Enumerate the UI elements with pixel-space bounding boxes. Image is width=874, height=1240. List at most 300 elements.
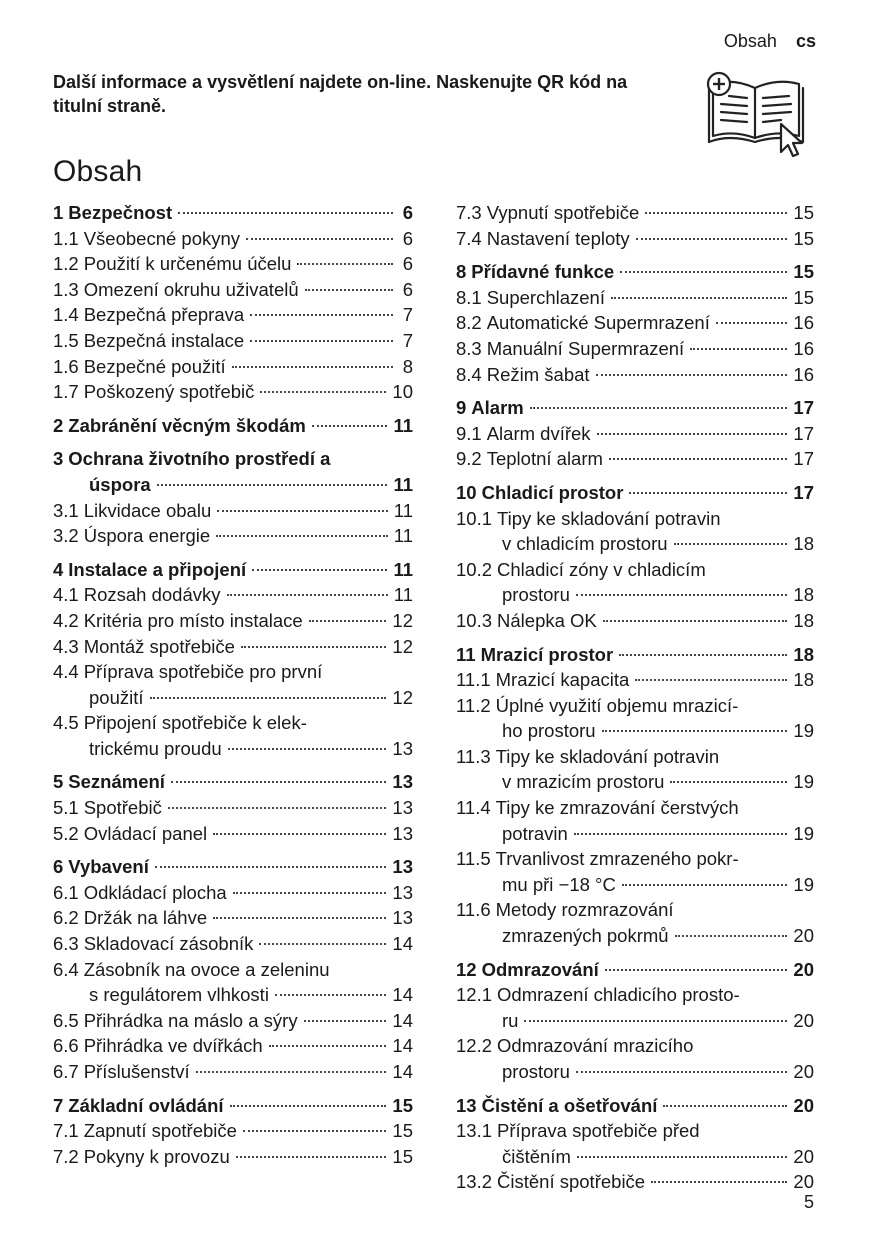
entry-page-number: 19 <box>793 720 814 742</box>
leader-dots <box>577 1156 788 1158</box>
entry-page-number: 6 <box>402 253 413 275</box>
entry-number: 6.2 <box>53 907 79 929</box>
entry-page-number: 19 <box>793 822 814 844</box>
entry-page-number: 18 <box>793 643 814 665</box>
entry-title: Tipy ke skladování potravin <box>495 745 720 767</box>
entry-title: Instalace a připojení <box>68 558 247 580</box>
subsection-line[interactable] <box>456 362 814 388</box>
entry-title: Alarm <box>471 397 524 419</box>
leader-dots <box>674 543 788 545</box>
subsection-line[interactable] <box>456 897 814 923</box>
leader-dots <box>259 943 386 945</box>
leader-dots <box>530 407 788 409</box>
entry-page-number: 10 <box>392 381 413 403</box>
entry-number: 8.1 <box>456 286 482 308</box>
leader-dots <box>597 433 788 435</box>
subsection-line[interactable] <box>53 710 413 736</box>
subsection-line[interactable] <box>53 498 413 524</box>
entry-title: Ovládací panel <box>83 822 208 844</box>
entry-number: 3.2 <box>53 525 79 547</box>
entry-page-number: 14 <box>392 933 413 955</box>
entry-page-number: 15 <box>793 227 814 249</box>
subsection-line[interactable] <box>456 846 814 872</box>
chapter-line[interactable] <box>53 854 413 880</box>
chapter-line[interactable] <box>456 395 814 421</box>
leader-dots <box>690 348 787 350</box>
subsection-line[interactable] <box>456 1169 814 1195</box>
subsection-line[interactable] <box>53 251 413 277</box>
header-language-code: cs <box>795 31 816 51</box>
running-header <box>724 31 816 52</box>
entry-title: Příslušenství <box>83 1061 190 1082</box>
chapter-line[interactable] <box>456 480 814 506</box>
entry-title: Čistění spotřebiče <box>497 1171 646 1193</box>
entry-title: Pokyny k provozu <box>83 1145 230 1167</box>
leader-dots <box>252 569 387 571</box>
toc-section <box>53 854 413 1084</box>
entry-page-number: 6 <box>402 227 413 249</box>
entry-number: 7.3 <box>456 202 482 223</box>
subsection-line[interactable] <box>53 821 413 847</box>
chapter-line[interactable] <box>53 413 413 439</box>
subsection-line[interactable] <box>456 557 814 583</box>
toc-section <box>53 1093 413 1170</box>
entry-page-number: 18 <box>793 609 814 631</box>
entry-number: 1.5 <box>53 329 79 351</box>
entry-title-continued: čištěním <box>502 1145 571 1167</box>
entry-page-number: 15 <box>793 286 814 308</box>
book-with-plus-and-cursor-icon <box>703 70 808 160</box>
entry-page-number: 16 <box>793 337 814 359</box>
entry-number: 6.1 <box>53 881 79 903</box>
entry-page-number: 16 <box>793 312 814 334</box>
subsection-line[interactable] <box>53 1008 413 1034</box>
entry-page-number: 8 <box>402 355 413 377</box>
leader-dots <box>275 994 386 996</box>
toc-column-right <box>456 200 814 1203</box>
entry-number: 1.7 <box>53 381 79 403</box>
entry-title-continued: mu při −18 °C <box>502 873 616 895</box>
toc-section <box>53 557 413 762</box>
entry-page-number: 6 <box>402 202 413 223</box>
toc-column-left <box>53 200 413 1177</box>
intro-text: Další informace a vysvětlení najdete on-line. Naskenujte QR kód na titulní straně. <box>53 72 628 116</box>
entry-number: 3 <box>53 448 64 470</box>
subsection-line-continued[interactable] <box>456 1008 814 1034</box>
entry-title-continued: zmrazených pokrmů <box>502 925 669 947</box>
subsection-line[interactable] <box>53 379 413 405</box>
leader-dots <box>636 238 788 240</box>
subsection-line[interactable] <box>53 328 413 354</box>
subsection-line[interactable] <box>53 1033 413 1059</box>
entry-title: Vybavení <box>68 856 149 878</box>
entry-number: 5.1 <box>53 797 79 819</box>
leader-dots <box>150 697 387 699</box>
subsection-line-continued[interactable] <box>456 769 814 795</box>
leader-dots <box>250 340 393 342</box>
entry-number: 4 <box>53 558 64 580</box>
entry-title: Mrazicí kapacita <box>495 669 630 691</box>
leader-dots <box>178 212 393 214</box>
entry-number: 7.2 <box>53 1145 79 1167</box>
entry-page-number: 7 <box>402 304 413 326</box>
entry-page-number: 12 <box>392 609 413 631</box>
leader-dots <box>609 458 788 460</box>
chapter-line[interactable] <box>53 769 413 795</box>
leader-dots <box>217 510 388 512</box>
subsection-line[interactable] <box>53 277 413 303</box>
entry-number: 10 <box>456 481 477 503</box>
entry-title: Příprava spotřebiče pro první <box>83 661 323 683</box>
entry-page-number: 12 <box>392 635 413 657</box>
subsection-line[interactable] <box>53 226 413 252</box>
entry-title: Tipy ke skladování potravin <box>497 507 721 529</box>
leader-dots <box>619 654 787 656</box>
entry-page-number: 18 <box>793 533 814 555</box>
subsection-line[interactable] <box>53 957 413 983</box>
entry-number: 6.7 <box>53 1061 79 1082</box>
leader-dots <box>269 1045 387 1047</box>
entry-page-number: 20 <box>793 925 814 947</box>
entry-page-number: 11 <box>393 558 413 580</box>
subsection-line[interactable] <box>456 667 814 693</box>
entry-title: Poškozený spotřebič <box>83 381 255 403</box>
leader-dots <box>629 492 787 494</box>
entry-number: 11.5 <box>456 848 491 870</box>
toc-section <box>456 642 814 949</box>
chapter-line[interactable] <box>456 642 814 668</box>
entry-page-number: 20 <box>793 1145 814 1167</box>
entry-title: Režim šabat <box>486 363 590 385</box>
toc-section <box>456 259 814 387</box>
subsection-line[interactable] <box>456 336 814 362</box>
chapter-line[interactable] <box>456 957 814 983</box>
entry-title-continued: ru <box>502 1009 519 1031</box>
entry-title: Metody rozmrazování <box>495 899 674 921</box>
subsection-line-continued[interactable] <box>53 736 413 762</box>
entry-number: 2 <box>53 414 64 436</box>
subsection-line[interactable] <box>53 354 413 380</box>
entry-title: Odmrazování mrazicího <box>497 1035 694 1057</box>
entry-number: 10.2 <box>456 558 493 580</box>
entry-title: Rozsah dodávky <box>83 584 221 606</box>
subsection-line[interactable] <box>53 1118 413 1144</box>
entry-title: Ochrana životního prostředí a <box>68 448 331 470</box>
leader-dots <box>230 1105 387 1107</box>
entry-number: 7.4 <box>456 227 482 249</box>
subsection-line[interactable] <box>456 693 814 719</box>
toc-section <box>456 395 814 472</box>
entry-title: Základní ovládání <box>68 1094 224 1116</box>
toc-section <box>456 1093 814 1195</box>
leader-dots <box>620 271 787 273</box>
entry-number: 11.4 <box>456 797 491 819</box>
leader-dots <box>297 263 393 265</box>
entry-title: Všeobecné pokyny <box>83 227 241 249</box>
entry-title: Přídavné funkce <box>471 261 615 283</box>
entry-page-number: 20 <box>793 1171 814 1193</box>
subsection-line-continued[interactable] <box>456 718 814 744</box>
leader-dots <box>309 620 387 622</box>
entry-number: 6.5 <box>53 1009 79 1031</box>
entry-title: Odmrazování <box>481 958 599 980</box>
entry-number: 13.1 <box>456 1120 493 1142</box>
entry-title: Bezpečná instalace <box>83 329 245 351</box>
entry-title: Automatické Supermrazení <box>486 312 710 334</box>
entry-title: Nálepka OK <box>497 609 597 631</box>
entry-page-number: 13 <box>392 856 413 878</box>
entry-title-continued: prostoru <box>502 1061 570 1082</box>
entry-number: 11 <box>456 643 476 665</box>
entry-title-continued: s regulátorem vlhkosti <box>89 984 269 1006</box>
leader-dots <box>228 748 387 750</box>
entry-page-number: 7 <box>402 329 413 351</box>
entry-number: 13.2 <box>456 1171 493 1193</box>
subsection-line[interactable] <box>456 982 814 1008</box>
entry-number: 11.1 <box>456 669 491 691</box>
entry-title: Montáž spotřebiče <box>83 635 235 657</box>
entry-number: 4.1 <box>53 584 79 606</box>
subsection-line[interactable] <box>456 200 814 226</box>
entry-title: Vypnutí spotřebiče <box>486 202 640 223</box>
entry-number: 11.3 <box>456 745 491 767</box>
entry-title: Spotřebič <box>83 797 162 819</box>
entry-number: 3.1 <box>53 499 79 521</box>
leader-dots <box>716 322 788 324</box>
entry-number: 8.2 <box>456 312 482 334</box>
leader-dots <box>305 289 393 291</box>
entry-number: 7.1 <box>53 1120 79 1142</box>
entry-number: 1.6 <box>53 355 79 377</box>
entry-title: Úspora energie <box>83 525 211 547</box>
chapter-line[interactable] <box>53 200 413 226</box>
entry-title: Nastavení teploty <box>486 227 630 249</box>
subsection-line[interactable] <box>53 1059 413 1085</box>
entry-number: 10.3 <box>456 609 493 631</box>
entry-title-continued: úspora <box>89 473 151 495</box>
subsection-line-continued[interactable] <box>53 685 413 711</box>
entry-page-number: 13 <box>392 771 413 793</box>
entry-page-number: 16 <box>793 363 814 385</box>
entry-title: Skladovací zásobník <box>83 933 254 955</box>
leader-dots <box>168 807 387 809</box>
leader-dots <box>213 917 386 919</box>
entry-number: 6.6 <box>53 1035 79 1057</box>
leader-dots <box>670 781 787 783</box>
entry-title-continued: potravin <box>502 822 568 844</box>
entry-page-number: 12 <box>392 686 413 708</box>
entry-title: Úplné využití objemu mrazicí- <box>495 694 739 716</box>
page-number: 5 <box>803 1192 814 1212</box>
subsection-line-continued[interactable] <box>456 821 814 847</box>
entry-title: Superchlazení <box>486 286 605 308</box>
leader-dots <box>635 679 787 681</box>
subsection-line[interactable] <box>456 506 814 532</box>
entry-title: Odmrazení chladicího prosto- <box>497 984 740 1006</box>
entry-title: Seznámení <box>68 771 165 793</box>
entry-title: Manuální Supermrazení <box>486 337 685 359</box>
entry-page-number: 17 <box>793 397 814 419</box>
entry-number: 1 <box>53 202 64 223</box>
chapter-line-continued[interactable] <box>53 472 413 498</box>
subsection-line-continued[interactable] <box>456 1144 814 1170</box>
subsection-line[interactable] <box>53 582 413 608</box>
subsection-line[interactable] <box>53 905 413 931</box>
leader-dots <box>675 935 788 937</box>
entry-number: 1.3 <box>53 278 79 300</box>
toc-section <box>53 200 413 405</box>
entry-page-number: 6 <box>402 278 413 300</box>
leader-dots <box>227 594 388 596</box>
entry-page-number: 17 <box>793 448 814 470</box>
entry-number: 1.2 <box>53 253 79 275</box>
entry-page-number: 13 <box>392 737 413 759</box>
entry-number: 9.1 <box>456 422 482 444</box>
leader-dots <box>213 833 386 835</box>
entry-number: 6.3 <box>53 933 79 955</box>
leader-dots <box>232 366 393 368</box>
subsection-line[interactable] <box>456 226 814 252</box>
entry-page-number: 15 <box>392 1120 413 1142</box>
entry-page-number: 13 <box>392 881 413 903</box>
leader-dots <box>216 535 388 537</box>
entry-page-number: 11 <box>393 525 413 547</box>
entry-title: Teplotní alarm <box>486 448 603 470</box>
leader-dots <box>651 1181 787 1183</box>
chapter-line[interactable] <box>53 1093 413 1119</box>
subsection-line[interactable] <box>456 421 814 447</box>
entry-page-number: 11 <box>393 414 413 436</box>
subsection-line-continued[interactable] <box>456 923 814 949</box>
subsection-line[interactable] <box>53 1144 413 1170</box>
entry-number: 6.4 <box>53 958 79 980</box>
entry-page-number: 14 <box>392 1009 413 1031</box>
subsection-line[interactable] <box>456 744 814 770</box>
subsection-line-continued[interactable] <box>456 582 814 608</box>
subsection-line[interactable] <box>53 880 413 906</box>
leader-dots <box>605 969 788 971</box>
entry-title: Kritéria pro místo instalace <box>83 609 303 631</box>
entry-page-number: 13 <box>392 907 413 929</box>
entry-number: 1.1 <box>53 227 79 249</box>
leader-dots <box>576 1071 788 1073</box>
subsection-line[interactable] <box>456 310 814 336</box>
entry-number: 9.2 <box>456 448 482 470</box>
toc-section <box>53 446 413 548</box>
leader-dots <box>241 646 387 648</box>
entry-page-number: 17 <box>793 422 814 444</box>
entry-number: 11.6 <box>456 899 491 921</box>
entry-title: Držák na láhve <box>83 907 208 929</box>
subsection-line-continued[interactable] <box>456 1059 814 1085</box>
entry-title: Použití k určenému účelu <box>83 253 292 275</box>
subsection-line[interactable] <box>53 523 413 549</box>
entry-page-number: 19 <box>793 771 814 793</box>
subsection-line[interactable] <box>53 659 413 685</box>
entry-title: Připojení spotřebiče k elek- <box>83 712 307 734</box>
subsection-line[interactable] <box>53 795 413 821</box>
toc-section <box>456 200 814 251</box>
page-title: Obsah <box>53 155 143 188</box>
entry-number: 1.4 <box>53 304 79 326</box>
entry-page-number: 18 <box>793 669 814 691</box>
leader-dots <box>250 314 393 316</box>
chapter-line[interactable] <box>456 259 814 285</box>
entry-page-number: 20 <box>793 1061 814 1082</box>
entry-page-number: 20 <box>793 1009 814 1031</box>
subsection-line[interactable] <box>456 1033 814 1059</box>
subsection-line[interactable] <box>53 608 413 634</box>
leader-dots <box>611 297 787 299</box>
entry-page-number: 13 <box>392 797 413 819</box>
entry-page-number: 17 <box>793 481 814 503</box>
toc-section <box>456 480 814 634</box>
subsection-line-continued[interactable] <box>456 872 814 898</box>
leader-dots <box>304 1020 387 1022</box>
entry-title: Chladicí prostor <box>481 481 624 503</box>
entry-page-number: 15 <box>793 261 814 283</box>
entry-title: Bezpečná přeprava <box>83 304 245 326</box>
subsection-line-continued[interactable] <box>456 531 814 557</box>
entry-page-number: 15 <box>392 1094 413 1116</box>
entry-number: 4.3 <box>53 635 79 657</box>
entry-number: 12.2 <box>456 1035 493 1057</box>
subsection-line[interactable] <box>53 931 413 957</box>
leader-dots <box>233 892 387 894</box>
entry-page-number: 14 <box>392 1035 413 1057</box>
entry-number: 8.4 <box>456 363 482 385</box>
subsection-line[interactable] <box>53 634 413 660</box>
leader-dots <box>663 1105 787 1107</box>
entry-number: 8 <box>456 261 467 283</box>
chapter-line[interactable] <box>53 446 413 472</box>
entry-page-number: 13 <box>392 822 413 844</box>
entry-title: Zásobník na ovoce a zeleninu <box>83 958 330 980</box>
entry-number: 12 <box>456 958 477 980</box>
subsection-line[interactable] <box>456 285 814 311</box>
leader-dots <box>260 391 386 393</box>
entry-page-number: 14 <box>392 1061 413 1082</box>
leader-dots <box>312 425 388 427</box>
entry-title: Odkládací plocha <box>83 881 227 903</box>
toc-section <box>456 957 814 1085</box>
entry-title-continued: v mrazicím prostoru <box>502 771 665 793</box>
chapter-line[interactable] <box>53 557 413 583</box>
entry-page-number: 20 <box>793 958 814 980</box>
entry-title: Přihrádka na máslo a sýry <box>83 1009 298 1031</box>
leader-dots <box>645 212 787 214</box>
entry-number: 6 <box>53 856 64 878</box>
subsection-line-continued[interactable] <box>53 982 413 1008</box>
subsection-line[interactable] <box>456 1118 814 1144</box>
entry-number: 13 <box>456 1094 477 1116</box>
entry-title: Příprava spotřebiče před <box>497 1120 700 1142</box>
subsection-line[interactable] <box>456 795 814 821</box>
leader-dots <box>171 781 386 783</box>
entry-page-number: 11 <box>393 499 413 521</box>
chapter-line[interactable] <box>456 1093 814 1119</box>
leader-dots <box>603 620 788 622</box>
entry-page-number: 15 <box>793 202 814 223</box>
leader-dots <box>243 1130 386 1132</box>
subsection-line[interactable] <box>456 446 814 472</box>
entry-number: 12.1 <box>456 984 493 1006</box>
entry-number: 8.3 <box>456 337 482 359</box>
subsection-line[interactable] <box>456 608 814 634</box>
entry-title: Alarm dvířek <box>486 422 591 444</box>
subsection-line[interactable] <box>53 302 413 328</box>
entry-number: 4.5 <box>53 712 79 734</box>
